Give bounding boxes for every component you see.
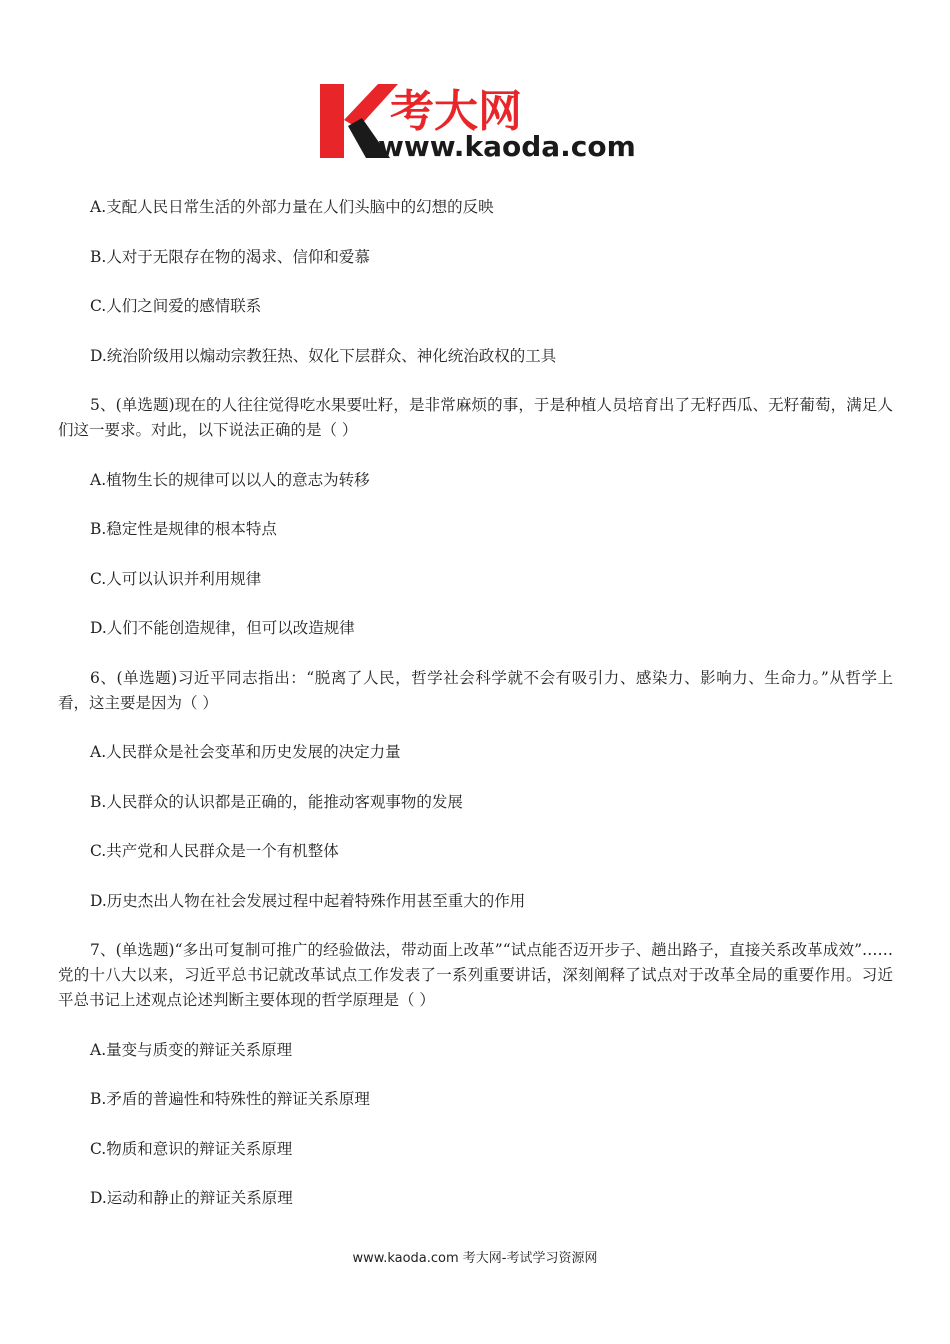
answer-option: A.量变与质变的辩证关系原理 xyxy=(90,1040,293,1059)
answer-option: B.稳定性是规律的根本特点 xyxy=(90,520,277,538)
answer-option: D.历史杰出人物在社会发展过程中起着特殊作用甚至重大的作用 xyxy=(90,891,526,910)
page-footer: www.kaoda.com 考大网-考试学习资源网 xyxy=(352,1251,598,1266)
logo-k-stem xyxy=(320,84,344,158)
answer-option: A.植物生长的规律可以以人的意志为转移 xyxy=(90,470,370,489)
answer-option: C.物质和意识的辩证关系原理 xyxy=(90,1139,293,1158)
kaoda-logo-graphic xyxy=(318,78,640,160)
question-stem: 6、(单选题)习近平同志指出：“脱离了人民，哲学社会科学就不会有吸引力、感染力、影响力、生命力。”从哲学上看，这主要是因为（ ） xyxy=(58,668,893,712)
question-stem: 7、(单选题)“多出可复制可推广的经验做法，带动面上改革”“试点能否迈开步子、趟出路子，直接关系改革成效”……党的十八大以来，习近平总书记就改革试点工作发表了一系列重要讲话，深刻阐释了试点对于改革全局的重要作用。习近平总书记上述观点论述判断主要体现的哲学原理是（ ） xyxy=(58,941,893,1009)
answer-option: A.支配人民日常生活的外部力量在人们头脑中的幻想的反映 xyxy=(90,198,494,216)
answer-option: C.人们之间爱的感情联系 xyxy=(90,297,262,315)
answer-option: C.人可以认识并利用规律 xyxy=(90,569,262,588)
logo-brand-text: 考大网 xyxy=(390,86,522,137)
answer-option: B.人民群众的认识都是正确的，能推动客观事物的发展 xyxy=(90,792,463,811)
question-stem: 5、(单选题)现在的人往往觉得吃水果要吐籽，是非常麻烦的事，于是种植人员培育出了无籽西瓜、无籽葡萄，满足人们这一要求。对此，以下说法正确的是（ ） xyxy=(58,396,893,439)
logo-site-text: www.kaoda.com xyxy=(378,130,636,160)
answer-option: D.运动和静止的辩证关系原理 xyxy=(90,1189,293,1207)
answer-option: B.矛盾的普遍性和特殊性的辩证关系原理 xyxy=(90,1090,370,1108)
kaoda-logo xyxy=(318,78,640,160)
answer-option: B.人对于无限存在物的渴求、信仰和爱慕 xyxy=(90,247,370,266)
document-body xyxy=(58,195,893,1236)
answer-option: D.统治阶级用以煽动宗教狂热、奴化下层群众、神化统治政权的工具 xyxy=(90,346,557,365)
answer-option: C.共产党和人民群众是一个有机整体 xyxy=(90,842,339,860)
answer-option: D.人们不能创造规律，但可以改造规律 xyxy=(90,619,355,637)
answer-option: A.人民群众是社会变革和历史发展的决定力量 xyxy=(90,743,401,761)
